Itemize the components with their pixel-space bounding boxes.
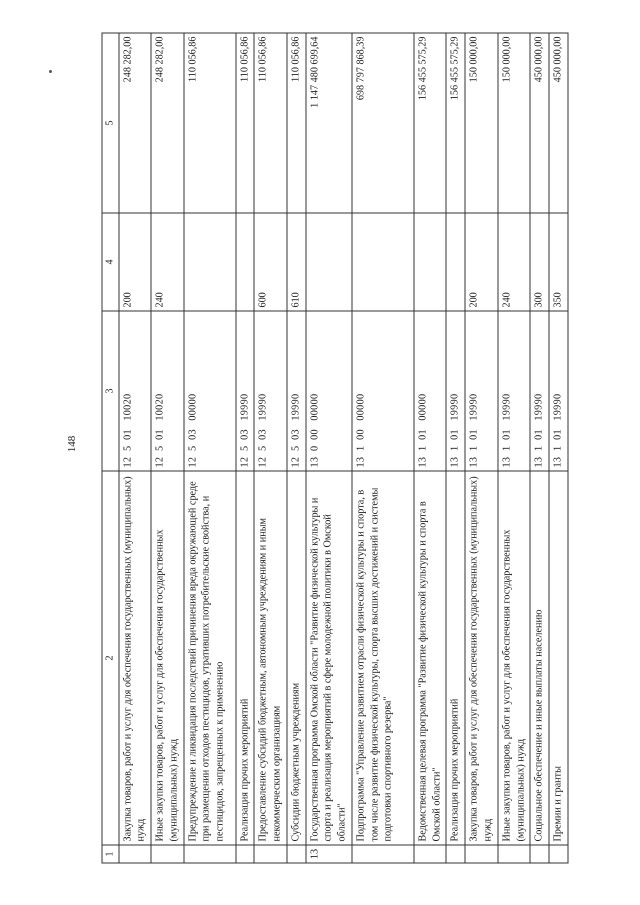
item-name-cell: Реализация прочих мероприятий — [446, 471, 465, 845]
item-name-cell: Предоставление субсидий бюджетным, автономным учреждениям и иным некоммерческим организациям — [254, 471, 287, 845]
header-col-2: 2 — [102, 471, 119, 845]
item-name-cell: Государственная программа Омской области "Развитие физической культуры и спорта и реализация мероприятий в сфере молодежной политики в Омской области" — [306, 471, 352, 845]
amount-cell: 150 000,00 — [498, 33, 531, 213]
table-row — [151, 33, 184, 863]
item-name-cell: Реализация прочих мероприятий — [236, 471, 255, 845]
expense-type-cell — [306, 213, 352, 311]
expense-type-cell — [184, 213, 236, 311]
table-row — [446, 33, 465, 863]
budget-code-cell: 12 5 03 00000 — [184, 311, 236, 471]
item-name-cell: Закупка товаров, работ и услуг для обеспечения государственных (муниципальных) нужд — [119, 471, 152, 845]
table-row — [465, 33, 498, 863]
amount-cell: 698 797 868,39 — [352, 33, 414, 213]
page-number: 148 — [66, 435, 78, 453]
row-number-cell — [184, 845, 236, 863]
header-col-5: 5 — [102, 33, 119, 213]
amount-cell: 110 056,86 — [236, 33, 255, 213]
document-sheet — [102, 33, 611, 863]
table-row — [352, 33, 414, 863]
budget-code-cell: 12 5 03 19990 — [236, 311, 255, 471]
expense-type-cell: 300 — [530, 213, 549, 311]
table-header-row — [102, 33, 119, 863]
table-row — [254, 33, 287, 863]
scan-speck — [49, 70, 52, 73]
budget-code-cell: 13 1 01 19990 — [530, 311, 549, 471]
item-name-cell: Подпрограмма "Управление развитием отрасли физической культуры и спорта, в том числе развитие физической культуры, спорта высших достижений и системы подготовки спортивного резерва" — [352, 471, 414, 845]
expense-type-cell — [352, 213, 414, 311]
amount-cell: 156 455 575,29 — [446, 33, 465, 213]
expense-type-cell — [446, 213, 465, 311]
item-name-cell: Социальное обеспечение и иные выплаты населению — [530, 471, 549, 845]
table-row — [119, 33, 152, 863]
table-row — [184, 33, 236, 863]
row-number-cell — [465, 845, 498, 863]
table-row — [306, 33, 352, 863]
budget-code-cell: 13 1 01 19990 — [498, 311, 531, 471]
table-row — [530, 33, 549, 863]
item-name-cell: Предупреждение и ликвидация последствий причинения вреда окружающей среде при размещении отходов пестицидов, утративших потребительские свойства, и пестицидов, запрещенных к применению — [184, 471, 236, 845]
item-name-cell: Премии и гранты — [549, 471, 568, 845]
budget-code-cell: 13 1 00 00000 — [352, 311, 414, 471]
amount-cell: 150 000,00 — [465, 33, 498, 213]
amount-cell: 110 056,86 — [184, 33, 236, 213]
header-col-1: 1 — [102, 845, 119, 863]
budget-code-cell: 12 5 03 19990 — [254, 311, 287, 471]
table-row — [236, 33, 255, 863]
row-number-cell: 13 — [306, 845, 352, 863]
row-number-cell — [352, 845, 414, 863]
table-row — [498, 33, 531, 863]
row-number-cell — [446, 845, 465, 863]
row-number-cell — [287, 845, 306, 863]
amount-cell: 248 282,00 — [119, 33, 152, 213]
row-number-cell — [119, 845, 152, 863]
table-row — [414, 33, 447, 863]
expense-type-cell: 200 — [119, 213, 152, 311]
row-number-cell — [530, 845, 549, 863]
row-number-cell — [254, 845, 287, 863]
budget-code-cell: 12 5 01 10020 — [151, 311, 184, 471]
row-number-cell — [236, 845, 255, 863]
row-number-cell — [151, 845, 184, 863]
table-row — [287, 33, 306, 863]
expense-type-cell: 200 — [465, 213, 498, 311]
budget-code-cell: 13 1 01 00000 — [414, 311, 447, 471]
expense-type-cell — [236, 213, 255, 311]
budget-table — [102, 32, 569, 863]
budget-code-cell: 13 1 01 19990 — [465, 311, 498, 471]
item-name-cell: Ведомственная целевая программа "Развитие физической культуры и спорта в Омской области" — [414, 471, 447, 845]
header-col-3: 3 — [102, 311, 119, 471]
expense-type-cell: 350 — [549, 213, 568, 311]
budget-code-cell: 13 1 01 19990 — [446, 311, 465, 471]
table-row — [549, 33, 568, 863]
expense-type-cell: 610 — [287, 213, 306, 311]
expense-type-cell — [414, 213, 447, 311]
amount-cell: 450 000,00 — [530, 33, 549, 213]
budget-code-cell: 13 0 00 00000 — [306, 311, 352, 471]
amount-cell: 248 282,00 — [151, 33, 184, 213]
expense-type-cell: 600 — [254, 213, 287, 311]
amount-cell: 450 000,00 — [549, 33, 568, 213]
expense-type-cell: 240 — [498, 213, 531, 311]
budget-code-cell: 12 5 03 19990 — [287, 311, 306, 471]
expense-type-cell: 240 — [151, 213, 184, 311]
row-number-cell — [498, 845, 531, 863]
header-col-4: 4 — [102, 213, 119, 311]
budget-code-cell: 12 5 01 10020 — [119, 311, 152, 471]
amount-cell: 1 147 480 699,64 — [306, 33, 352, 213]
amount-cell: 110 056,86 — [254, 33, 287, 213]
item-name-cell: Закупка товаров, работ и услуг для обеспечения государственных (муниципальных) нужд — [465, 471, 498, 845]
item-name-cell: Иные закупки товаров, работ и услуг для обеспечения государственных (муниципальных) нужд — [498, 471, 531, 845]
amount-cell: 110 056,86 — [287, 33, 306, 213]
budget-code-cell: 13 1 01 19990 — [549, 311, 568, 471]
row-number-cell — [549, 845, 568, 863]
amount-cell: 156 455 575,29 — [414, 33, 447, 213]
item-name-cell: Субсидии бюджетным учреждениям — [287, 471, 306, 845]
row-number-cell — [414, 845, 447, 863]
item-name-cell: Иные закупки товаров, работ и услуг для обеспечения государственных (муниципальных) нужд — [151, 471, 184, 845]
